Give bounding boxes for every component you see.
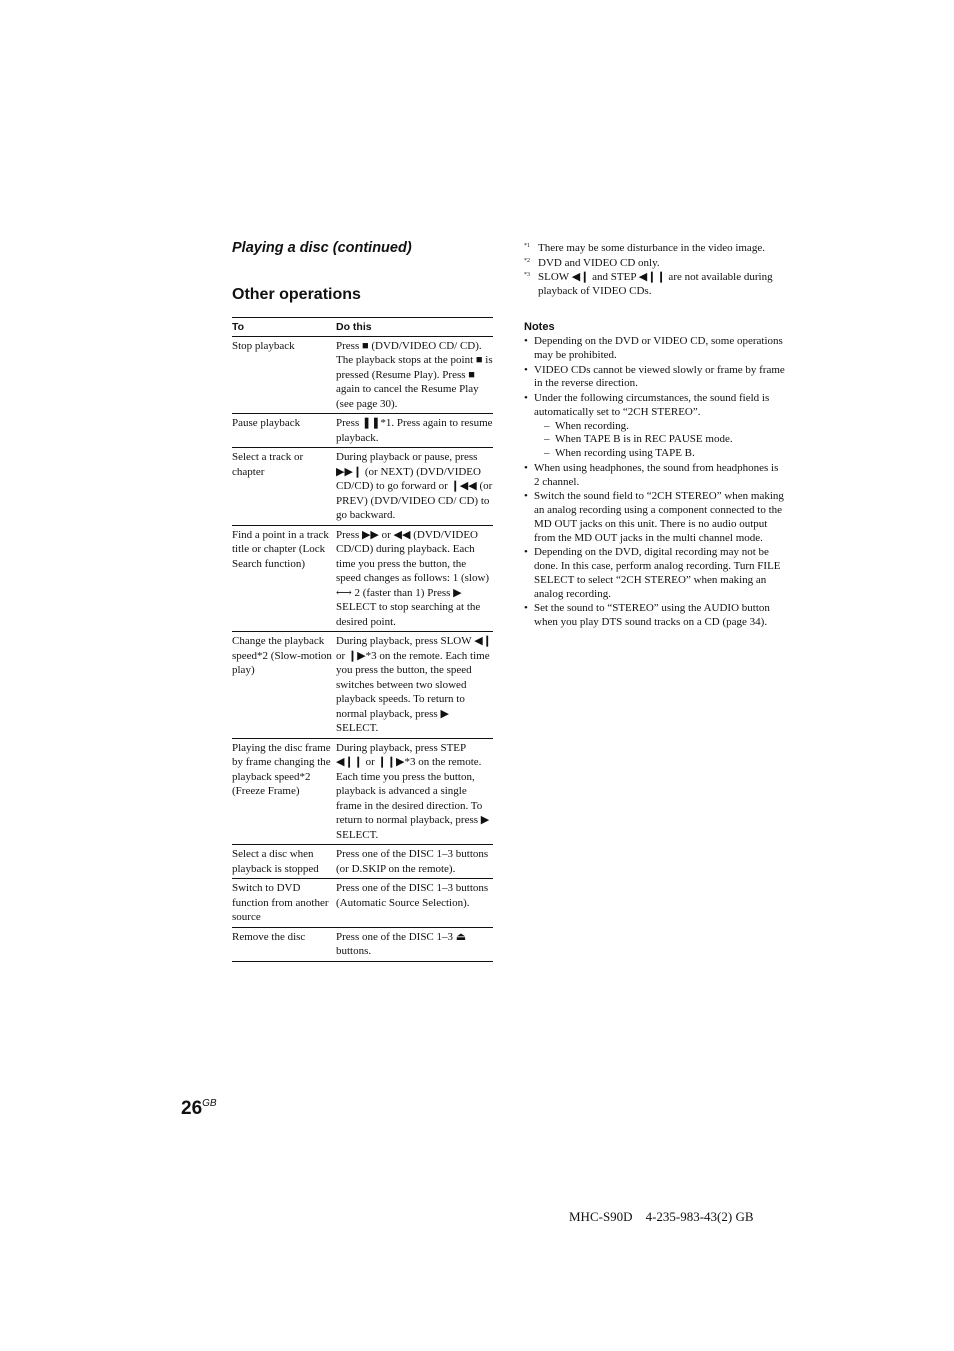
row-instruction: During playback or pause, press ▶▶❙ (or NEXT) (DVD/VIDEO CD/CD) to go forward or ❙◀◀ (or PREV) (DVD/VIDEO CD/ CD) to go backward. — [336, 448, 493, 526]
bullet-icon: • — [524, 602, 528, 615]
model-code: MHC-S90D 4-235-983-43(2) GB — [569, 1209, 754, 1224]
row-instruction: Press one of the DISC 1–3 buttons (Automatic Source Selection). — [336, 879, 493, 928]
row-action: Change the playback speed*2 (Slow-motion play) — [232, 632, 336, 739]
row-action: Playing the disc frame by frame changing the playback speed*2 (Freeze Frame) — [232, 738, 336, 845]
row-instruction: Press ■ (DVD/VIDEO CD/ CD). The playback stops at the point ■ is pressed (Resume Play). Press ■ again to cancel the Resume Play (see page 30). — [336, 336, 493, 414]
row-instruction: During playback, press SLOW ◀❙ or ❙▶*3 on the remote. Each time you press the button, the speed switches between two slowed playback speeds. To return to normal playback, press ▶ SELECT. — [336, 632, 493, 739]
list-item — [524, 490, 786, 545]
table-row — [232, 448, 493, 526]
section-title: Other operations — [232, 286, 361, 303]
bullet-icon: • — [524, 363, 528, 376]
list-item — [524, 462, 786, 489]
table-row — [232, 738, 493, 845]
header-do-this: Do this — [336, 318, 493, 337]
bullet-icon: • — [524, 546, 528, 559]
row-instruction: Press one of the DISC 1–3 ⏏ buttons. — [336, 927, 493, 961]
note-text: When using headphones, the sound from headphones is 2 channel. — [534, 461, 779, 488]
footnote-text: DVD and VIDEO CD only. — [538, 256, 660, 269]
list-item — [524, 546, 786, 601]
page-number-value: 26 — [181, 1098, 203, 1119]
list-item — [524, 392, 786, 461]
table-row — [232, 845, 493, 879]
row-action: Select a disc when playback is stopped — [232, 845, 336, 879]
footnote-mark: *3 — [524, 272, 530, 279]
table-row — [232, 414, 493, 448]
note-text: Depending on the DVD or VIDEO CD, some operations may be prohibited. — [534, 335, 783, 361]
note-text: Under the following circumstances, the sound field is automatically set to “2CH STEREO”. — [534, 392, 770, 418]
row-action: Remove the disc — [232, 927, 336, 961]
page-number — [181, 1098, 217, 1120]
table-header-row — [232, 318, 493, 337]
row-instruction: Press ❚❚*1. Press again to resume playback. — [336, 414, 493, 448]
notes-heading: Notes — [524, 321, 555, 333]
sub-item-text: When TAPE B is in REC PAUSE mode. — [555, 433, 733, 446]
page-number-suffix: GB — [202, 1098, 217, 1109]
row-instruction: Press one of the DISC 1–3 buttons (or D.SKIP on the remote). — [336, 845, 493, 879]
running-head: Playing a disc (continued) — [232, 240, 412, 256]
row-action: Pause playback — [232, 414, 336, 448]
note-text: Set the sound to “STEREO” using the AUDIO button when you play DTS sound tracks on a CD (page 34). — [534, 602, 770, 629]
row-instruction: Press ▶▶ or ◀◀ (DVD/VIDEO CD/CD) during playback. Each time you press the button, the speed changes as follows: 1 (slow) ⟷ 2 (faster than 1) Press ▶ SELECT to stop searching at the desired point. — [336, 525, 493, 632]
dash-icon: – — [544, 433, 550, 446]
sub-item-text: When recording using TAPE B. — [555, 447, 695, 459]
footnote — [524, 242, 786, 256]
footnote-text: There may be some disturbance in the video image. — [538, 242, 765, 254]
footnotes — [524, 242, 786, 299]
bullet-icon: • — [524, 335, 528, 347]
footnote-text: SLOW ◀❙ and STEP ◀❙❙ are not available during playback of VIDEO CDs. — [538, 271, 773, 297]
note-text: VIDEO CDs cannot be viewed slowly or frame by frame in the reverse direction. — [534, 363, 785, 390]
footnote — [524, 257, 786, 271]
footnote — [524, 271, 786, 298]
table-row — [232, 879, 493, 928]
sub-item-text: When recording. — [555, 419, 629, 432]
sub-item — [534, 420, 786, 434]
list-item — [524, 602, 786, 629]
row-action: Switch to DVD function from another source — [232, 879, 336, 928]
note-text: Depending on the DVD, digital recording may not be done. In this case, perform analog recording. Turn FILE SELECT to select “2CH STEREO” when making an analog recording. — [534, 546, 781, 600]
notes-list — [524, 335, 786, 631]
footnote-mark: *1 — [524, 243, 530, 249]
table-row — [232, 525, 493, 632]
bullet-icon: • — [524, 490, 528, 503]
bullet-icon: • — [524, 392, 528, 405]
row-instruction: During playback, press STEP ◀❙❙ or ❙❙▶*3 on the remote. Each time you press the button, playback is advanced a single frame in the desired direction. To return to normal playback, press ▶ SELECT. — [336, 738, 493, 845]
row-action: Select a track or chapter — [232, 448, 336, 526]
table-row — [232, 336, 493, 414]
dash-icon: – — [544, 447, 550, 459]
bullet-icon: • — [524, 461, 528, 474]
table-row — [232, 927, 493, 961]
note-text: Switch the sound field to “2CH STEREO” when making an analog recording using a component connected to the MD OUT jacks on this unit. There is no audio output from the MD OUT jacks in the multi channel mode. — [534, 490, 784, 544]
row-action: Find a point in a track title or chapter (Lock Search function) — [232, 525, 336, 632]
sub-item — [534, 433, 786, 447]
table-row — [232, 632, 493, 739]
list-item — [524, 364, 786, 391]
dash-icon: – — [544, 419, 550, 432]
footnote-mark: *2 — [524, 257, 530, 264]
list-item — [524, 335, 786, 362]
sub-item — [534, 447, 786, 461]
row-action: Stop playback — [232, 336, 336, 414]
header-to: To — [232, 318, 336, 337]
operations-table — [232, 317, 493, 962]
